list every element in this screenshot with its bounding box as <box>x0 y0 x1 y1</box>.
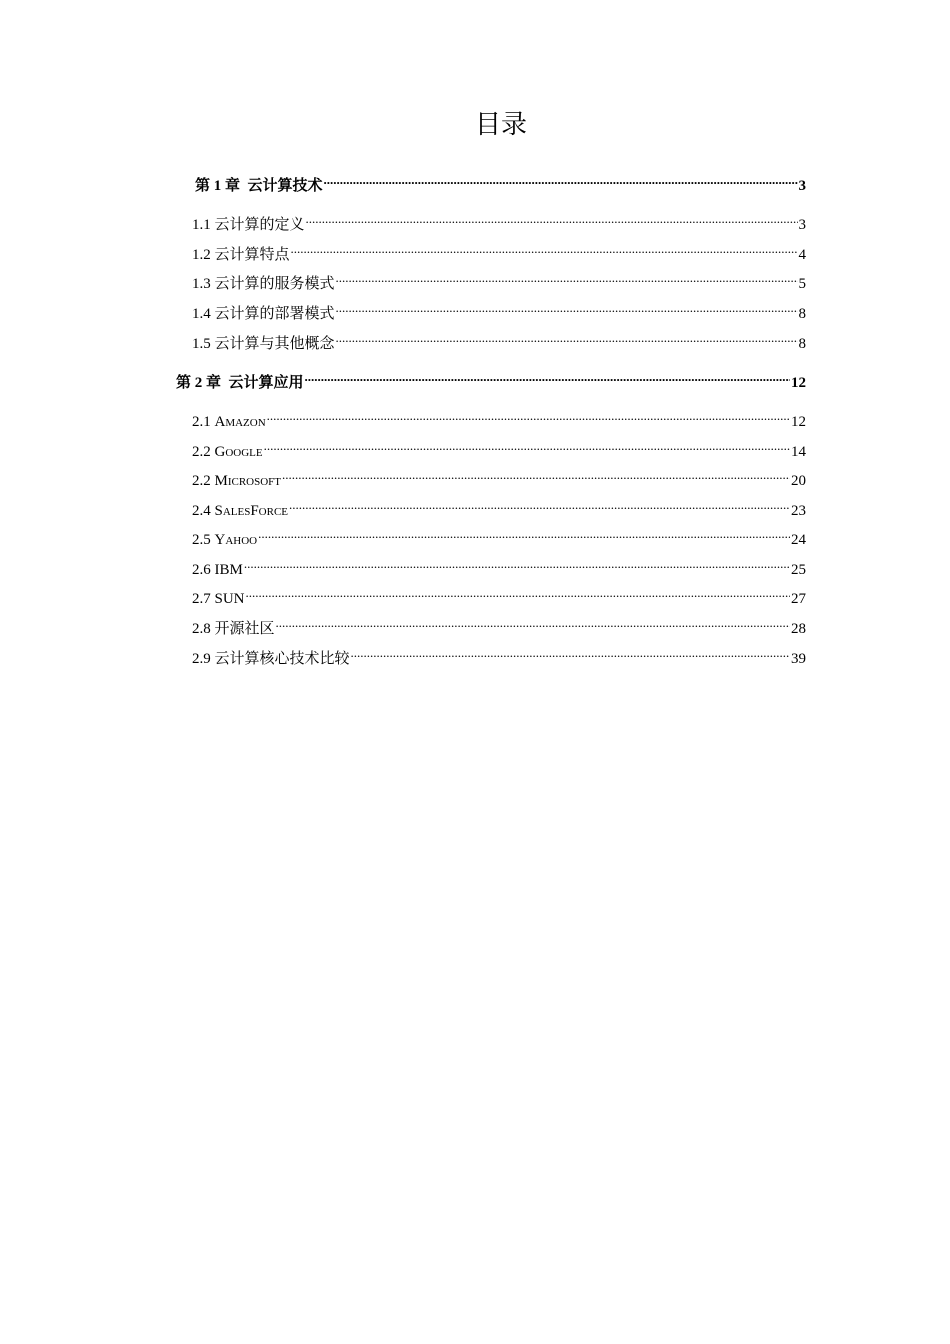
toc-entry-1-5[interactable] <box>192 326 806 352</box>
toc-page-number: 3 <box>798 178 806 194</box>
toc-entry-chapter-1[interactable] <box>195 168 806 194</box>
toc-entry-number: 2.5 <box>192 532 211 548</box>
toc-page-number: 39 <box>791 651 806 667</box>
toc-entry-2-2-microsoft[interactable] <box>192 463 806 489</box>
dot-leader <box>267 404 790 426</box>
toc-entry-label: 云计算的服务模式 <box>214 276 335 292</box>
dot-leader <box>244 552 790 574</box>
dot-leader <box>282 463 790 485</box>
toc-entry-2-7[interactable] <box>192 581 806 607</box>
dot-leader <box>264 434 790 456</box>
toc-page-number: 25 <box>791 562 806 578</box>
toc-entry-number: 2.2 <box>192 473 211 489</box>
toc-entry-label: 云计算技术 <box>247 178 323 194</box>
toc-entry-2-4[interactable] <box>192 493 806 519</box>
dot-leader <box>306 207 798 229</box>
toc-entry-number: 1.4 <box>192 306 211 322</box>
dot-leader <box>246 581 790 603</box>
toc-entry-number: 第 2 章 <box>176 375 222 391</box>
toc-page-number: 8 <box>798 306 806 322</box>
toc-entry-number: 1.1 <box>192 217 211 233</box>
toc-entry-number: 2.1 <box>192 414 211 430</box>
toc-page-number: 24 <box>791 532 806 548</box>
toc-entry-label: 云计算与其他概念 <box>214 336 335 352</box>
dot-leader <box>336 266 798 288</box>
dot-leader <box>324 168 798 190</box>
toc-page-number: 14 <box>791 444 806 460</box>
toc-entry-number: 2.9 <box>192 651 211 667</box>
toc-entry-2-5[interactable] <box>192 522 806 548</box>
dot-leader <box>351 641 790 663</box>
toc-entry-label: IBM <box>214 562 243 578</box>
toc-entry-label: 云计算的部署模式 <box>214 306 335 322</box>
toc-page-number: 27 <box>791 591 806 607</box>
toc-entry-2-6[interactable] <box>192 552 806 578</box>
toc-entry-1-2[interactable] <box>192 237 806 263</box>
dot-leader <box>336 296 798 318</box>
toc-entry-label: Amazon <box>214 414 266 430</box>
toc-page-number: 12 <box>791 414 806 430</box>
dot-leader <box>291 237 798 259</box>
toc-entry-2-2-google[interactable] <box>192 434 806 460</box>
toc-page-number: 28 <box>791 621 806 637</box>
toc-entry-2-1[interactable] <box>192 404 806 430</box>
toc-page-number: 3 <box>798 217 806 233</box>
toc-entry-chapter-2[interactable] <box>176 365 806 391</box>
dot-leader <box>289 493 790 515</box>
toc-page-number: 23 <box>791 503 806 519</box>
toc-entry-label: SalesForce <box>214 503 289 519</box>
dot-leader <box>258 522 790 544</box>
toc-page-number: 8 <box>798 336 806 352</box>
toc-page-number: 20 <box>791 473 806 489</box>
toc-entry-label: 云计算的定义 <box>214 217 305 233</box>
toc-entry-label: Google <box>214 444 263 460</box>
toc-entry-label: Microsoft <box>214 473 282 489</box>
toc-entry-number: 第 1 章 <box>195 178 241 194</box>
toc-entry-number: 1.2 <box>192 247 211 263</box>
dot-leader <box>276 611 790 633</box>
toc-entry-1-4[interactable] <box>192 296 806 322</box>
toc-entry-1-3[interactable] <box>192 266 806 292</box>
toc-entry-label: Yahoo <box>214 532 258 548</box>
toc-entry-number: 2.8 <box>192 621 211 637</box>
dot-leader <box>305 365 790 387</box>
toc-entry-number: 2.6 <box>192 562 211 578</box>
toc-entry-label: 云计算特点 <box>214 247 290 263</box>
toc-entry-number: 2.4 <box>192 503 211 519</box>
toc-entry-label: 开源社区 <box>214 621 275 637</box>
toc-title: 目录 <box>474 110 527 139</box>
toc-entry-number: 2.2 <box>192 444 211 460</box>
toc-entry-2-9[interactable] <box>192 641 806 667</box>
toc-entry-2-8[interactable] <box>192 611 806 637</box>
toc-page-number: 4 <box>798 247 806 263</box>
toc-entry-label: 云计算核心技术比较 <box>214 651 350 667</box>
dot-leader <box>336 326 798 348</box>
toc-entry-1-1[interactable] <box>192 207 806 233</box>
toc-entry-number: 1.3 <box>192 276 211 292</box>
toc-entry-number: 2.7 <box>192 591 211 607</box>
toc-entry-label: SUN <box>214 591 245 607</box>
toc-entry-number: 1.5 <box>192 336 211 352</box>
toc-page-number: 12 <box>791 375 806 391</box>
toc-page-number: 5 <box>798 276 806 292</box>
toc-entry-label: 云计算应用 <box>228 375 304 391</box>
